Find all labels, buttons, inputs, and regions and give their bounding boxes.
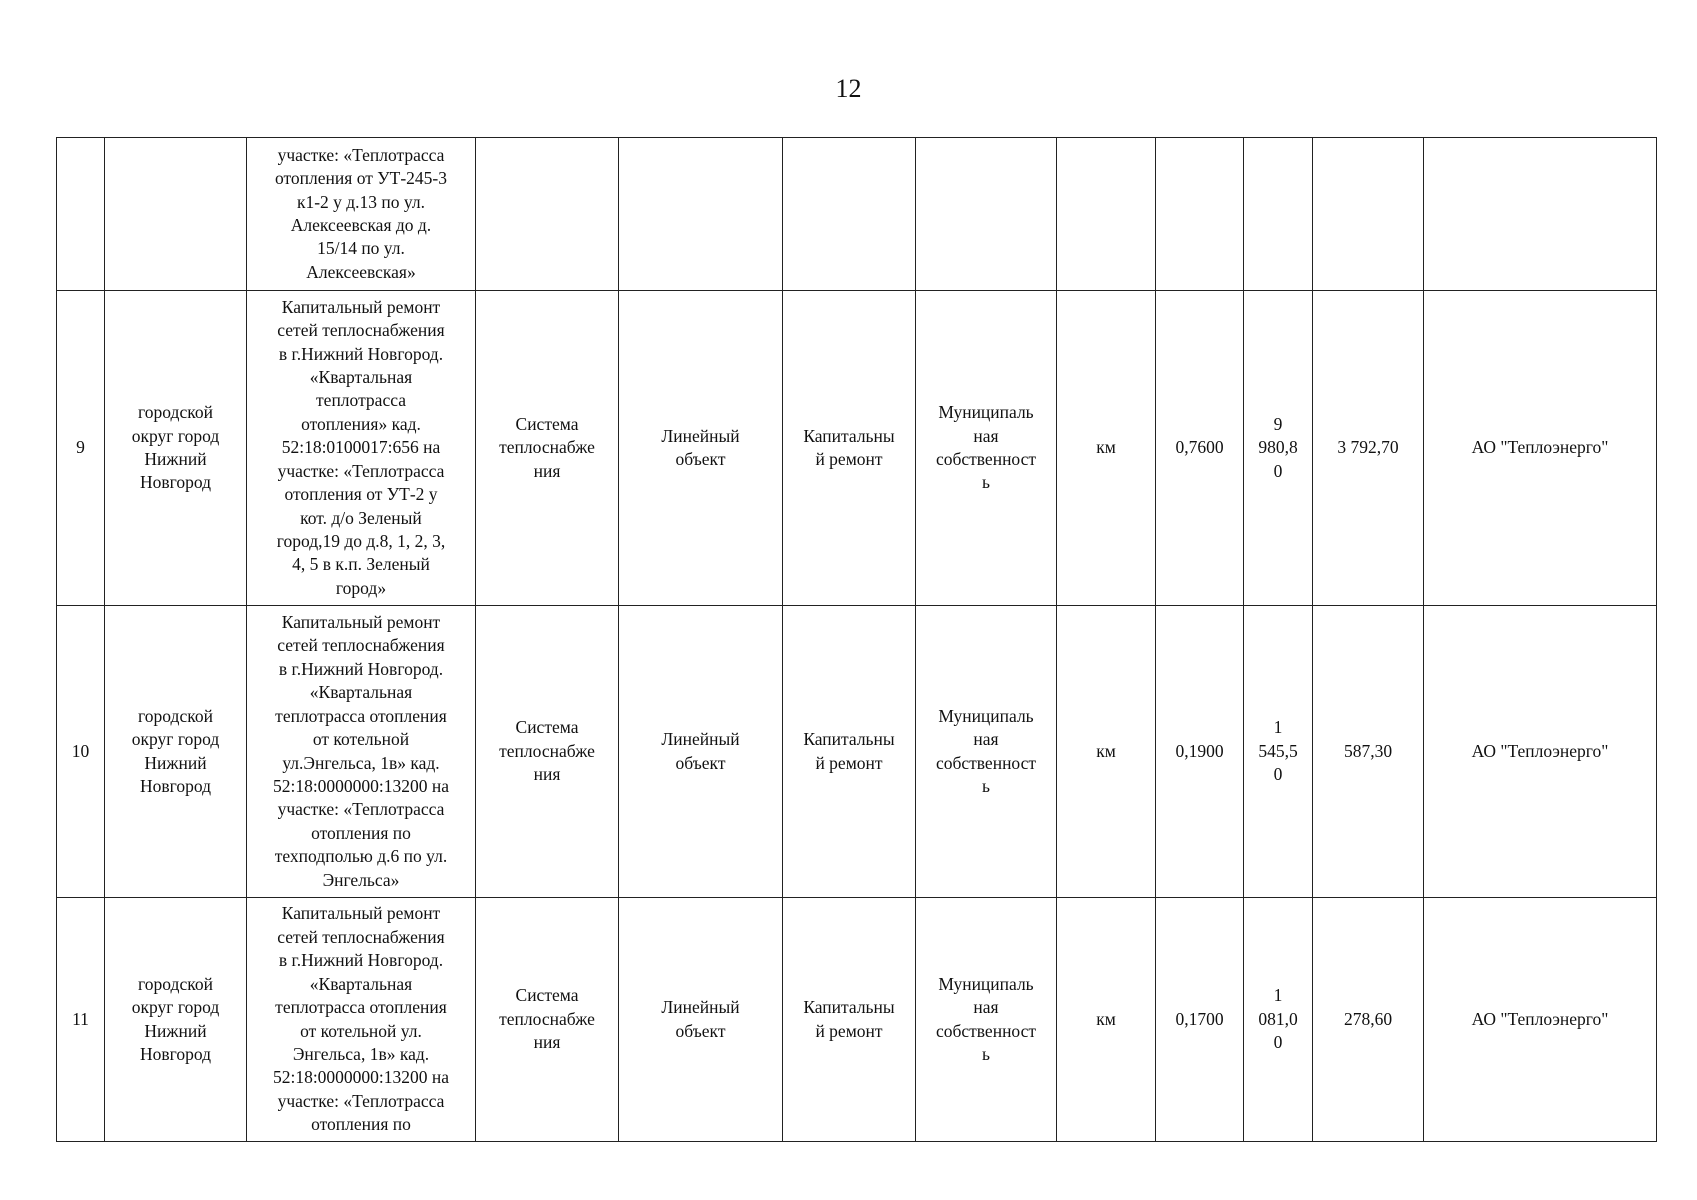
- organization-cell: [1424, 138, 1657, 291]
- table-row: [57, 898, 1657, 1142]
- municipality-cell: [105, 291, 247, 606]
- work-type-text: Капитальны й ремонт: [803, 997, 895, 1041]
- organization-text: АО "Теплоэнерго": [1471, 437, 1609, 458]
- value-cell: [1313, 898, 1424, 1142]
- organization-cell: [1424, 291, 1657, 606]
- ownership-text: Муниципаль ная собственност ь: [935, 705, 1037, 796]
- description-text: участке: «Теплотрасса отопления от УТ-245-3 к1-2 у д.13 по ул. Алексеевская до д. 15/14 по ул. Алексеевская»: [275, 144, 447, 282]
- object-type-cell: [619, 606, 783, 898]
- ownership-cell: [916, 606, 1057, 898]
- row-number-cell: [57, 138, 105, 291]
- length-text: 0,7600: [1175, 437, 1224, 458]
- length-text: 0,1700: [1175, 1008, 1224, 1029]
- description-text: Капитальный ремонт сетей теплоснабжения в г.Нижний Новгород. «Квартальная теплотрасса отопления от котельной ул.Энгельса, 1в» кад. 52:18:0000000:13200 на участке: «Теплотрасса отопления по техподполью д.6 по ул. Энгельса»: [272, 612, 450, 890]
- value-text: 3 792,70: [1337, 437, 1399, 458]
- row-number: 10: [71, 740, 90, 761]
- system-cell: [476, 291, 619, 606]
- value-text: 278,60: [1343, 1008, 1393, 1029]
- unit-cell: [1057, 291, 1156, 606]
- municipality-cell: [105, 898, 247, 1142]
- unit-cell: [1057, 898, 1156, 1142]
- cost-cell: [1244, 291, 1313, 606]
- work-type-cell: [783, 898, 916, 1142]
- description-cell: [247, 138, 476, 291]
- object-type-cell: [619, 898, 783, 1142]
- length-cell: [1156, 898, 1244, 1142]
- cost-text: 9 980,8 0: [1258, 413, 1298, 481]
- organization-cell: [1424, 606, 1657, 898]
- value-cell: [1313, 138, 1424, 291]
- system-text: Система теплоснабже ния: [499, 717, 595, 785]
- system-text: Система теплоснабже ния: [499, 413, 595, 481]
- value-text: 587,30: [1343, 740, 1393, 761]
- table-row: [57, 606, 1657, 898]
- table-row: [57, 291, 1657, 606]
- ownership-cell: [916, 138, 1057, 291]
- municipality-text: городской округ город Нижний Новгород: [131, 973, 220, 1064]
- system-cell: [476, 606, 619, 898]
- unit-cell: [1057, 138, 1156, 291]
- object-type-cell: [619, 291, 783, 606]
- table-row: [57, 138, 1657, 291]
- cost-cell: [1244, 606, 1313, 898]
- row-number-cell: [57, 291, 105, 606]
- row-number-cell: [57, 898, 105, 1142]
- ownership-cell: [916, 291, 1057, 606]
- row-number: 9: [76, 437, 85, 458]
- unit-text: км: [1096, 740, 1116, 761]
- object-type-text: Линейный объект: [661, 425, 740, 469]
- length-cell: [1156, 606, 1244, 898]
- cost-cell: [1244, 138, 1313, 291]
- value-cell: [1313, 606, 1424, 898]
- system-cell: [476, 898, 619, 1142]
- description-cell: [247, 291, 476, 606]
- unit-text: км: [1096, 437, 1116, 458]
- work-type-text: Капитальны й ремонт: [803, 425, 895, 469]
- ownership-cell: [916, 898, 1057, 1142]
- work-type-cell: [783, 606, 916, 898]
- organization-cell: [1424, 898, 1657, 1142]
- description-text: Капитальный ремонт сетей теплоснабжения в г.Нижний Новгород. «Квартальная теплотрасса отопления от котельной ул. Энгельса, 1в» кад. 52:18:0000000:13200 на участке: «Теплотрасса отопления по: [272, 903, 450, 1135]
- description-cell: [247, 898, 476, 1142]
- length-text: 0,1900: [1175, 740, 1224, 761]
- value-cell: [1313, 291, 1424, 606]
- ownership-text: Муниципаль ная собственност ь: [935, 402, 1037, 493]
- municipality-text: городской округ город Нижний Новгород: [131, 402, 220, 493]
- work-type-text: Капитальны й ремонт: [803, 729, 895, 773]
- object-type-text: Линейный объект: [661, 729, 740, 773]
- unit-cell: [1057, 606, 1156, 898]
- description-text: Капитальный ремонт сетей теплоснабжения в г.Нижний Новгород. «Квартальная теплотрасса отопления» кад. 52:18:0100017:656 на участке: «Теплотрасса отопления от УТ-2 у кот. д/о Зеленый город,19 до д.8, 1, 2, 3, 4, 5 в к.п. Зеленый город»: [276, 296, 446, 598]
- description-cell: [247, 606, 476, 898]
- cost-cell: [1244, 898, 1313, 1142]
- length-cell: [1156, 138, 1244, 291]
- page-number: 12: [835, 74, 862, 103]
- row-number-cell: [57, 606, 105, 898]
- object-type-text: Линейный объект: [661, 997, 740, 1041]
- unit-text: км: [1096, 1008, 1116, 1029]
- municipality-cell: [105, 138, 247, 291]
- object-type-cell: [619, 138, 783, 291]
- row-number: 11: [72, 1008, 89, 1029]
- municipality-text: городской округ город Нижний Новгород: [131, 705, 220, 796]
- works-table: [56, 137, 1657, 1142]
- length-cell: [1156, 291, 1244, 606]
- organization-text: АО "Теплоэнерго": [1471, 740, 1609, 761]
- municipality-cell: [105, 606, 247, 898]
- ownership-text: Муниципаль ная собственност ь: [935, 973, 1037, 1064]
- organization-text: АО "Теплоэнерго": [1471, 1008, 1609, 1029]
- system-text: Система теплоснабже ния: [499, 985, 595, 1053]
- cost-text: 1 081,0 0: [1258, 985, 1298, 1053]
- cost-text: 1 545,5 0: [1258, 717, 1298, 785]
- work-type-cell: [783, 291, 916, 606]
- work-type-cell: [783, 138, 916, 291]
- system-cell: [476, 138, 619, 291]
